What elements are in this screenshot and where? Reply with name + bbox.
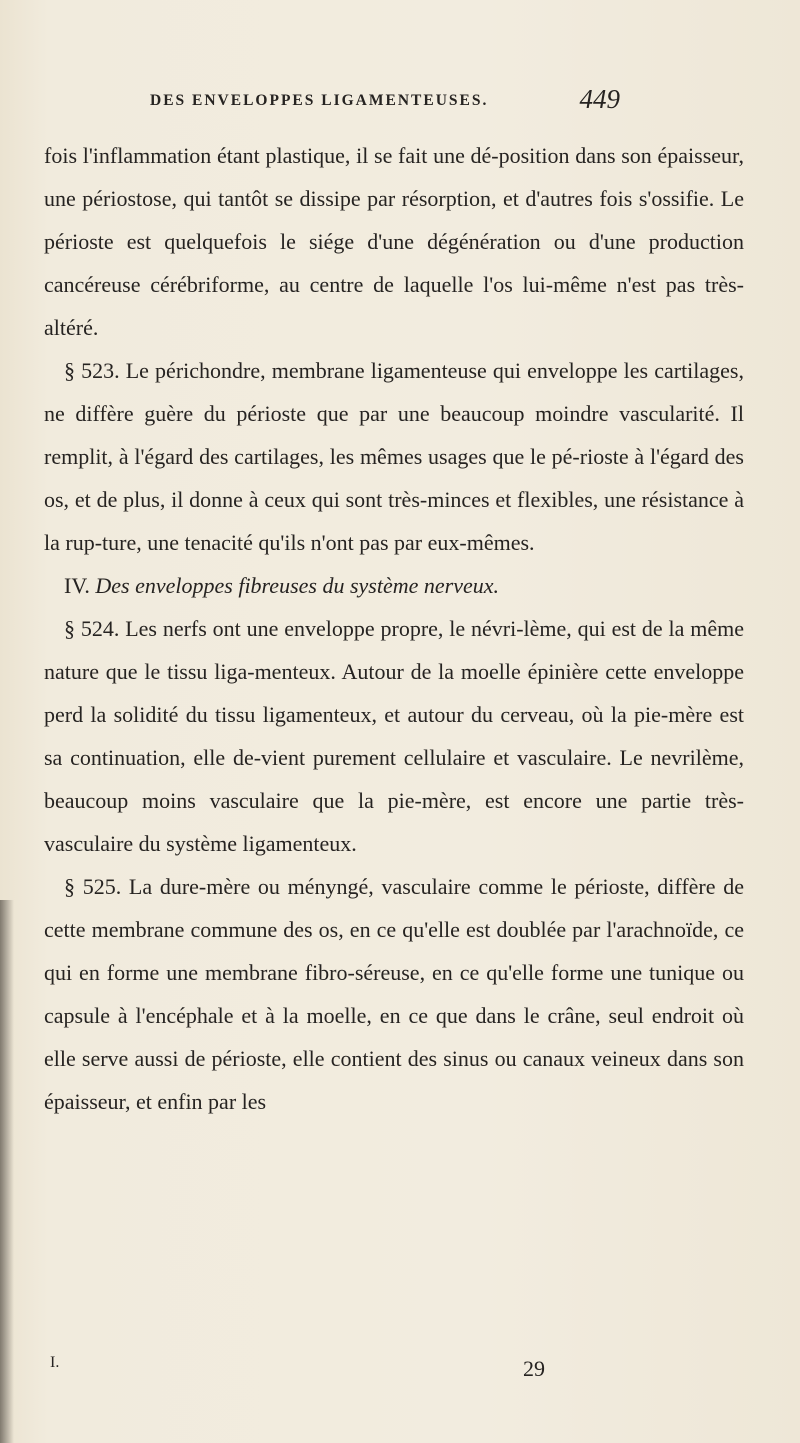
section-number: IV.: [64, 573, 90, 598]
sheet-number: 29: [523, 1356, 545, 1381]
section-heading: [44, 564, 744, 607]
page-header: [150, 86, 710, 126]
paragraph-525-dure-mere: § 525. La dure-mère ou ményngé, vasculaire comme le périoste, diffère de cette membrane commune des os, en ce qu'elle est doublée par l'arachnoïde, ce qui en forme une membrane fibro-séreuse, en ce qu'elle forme une tunique ou capsule à l'encéphale et à la moelle, en ce que dans le crâne, seul endroit où elle serve aussi de périoste, elle contient des sinus ou canaux veineux dans son épaisseur, et enfin par les: [44, 874, 744, 1114]
paragraph-524-nerfs: § 524. Les nerfs ont une enveloppe propre, le névri-lème, qui est de la même nature que le tissu liga-menteux. Autour de la moelle épinière cette enveloppe perd la solidité du tissu ligamenteux, et autour du cerveau, où la pie-mère est sa continuation, elle de-vient purement cellulaire et vasculaire. Le nevrilème, beaucoup moins vasculaire que la pie-mère, est encore une partie très-vasculaire du système ligamenteux.: [44, 616, 744, 856]
paragraph-523-perichondre: § 523. Le périchondre, membrane ligamenteuse qui enveloppe les cartilages, ne diffère guère du périoste que par une beaucoup moindre vascularité. Il remplit, à l'égard des cartilages, les mêmes usages que le pé-rioste à l'égard des os, et de plus, il donne à ceux qui sont très-minces et flexibles, une résistance à la rup-ture, une tenacité qu'ils n'ont pas par eux-mêmes.: [44, 358, 744, 555]
page-gutter-shadow: [0, 900, 14, 1443]
signature-mark: I.: [50, 1354, 60, 1371]
page-number: 449: [579, 84, 620, 114]
running-head: DES ENVELOPPES LIGAMENTEUSES.: [150, 92, 489, 109]
body-text: [44, 134, 744, 1123]
section-title: Des enveloppes fibreuses du système nerveux.: [95, 573, 499, 598]
paragraph-periostose: fois l'inflammation étant plastique, il se fait une dé-position dans son épaisseur, une périostose, qui tantôt se dissipe par résorption, et d'autres fois s'ossifie. Le périoste est quelquefois le siége d'une dégénération ou d'une production cancéreuse cérébriforme, au centre de laquelle l'os lui-même n'est pas très-altéré.: [44, 143, 744, 340]
page-footer: [50, 1354, 750, 1394]
